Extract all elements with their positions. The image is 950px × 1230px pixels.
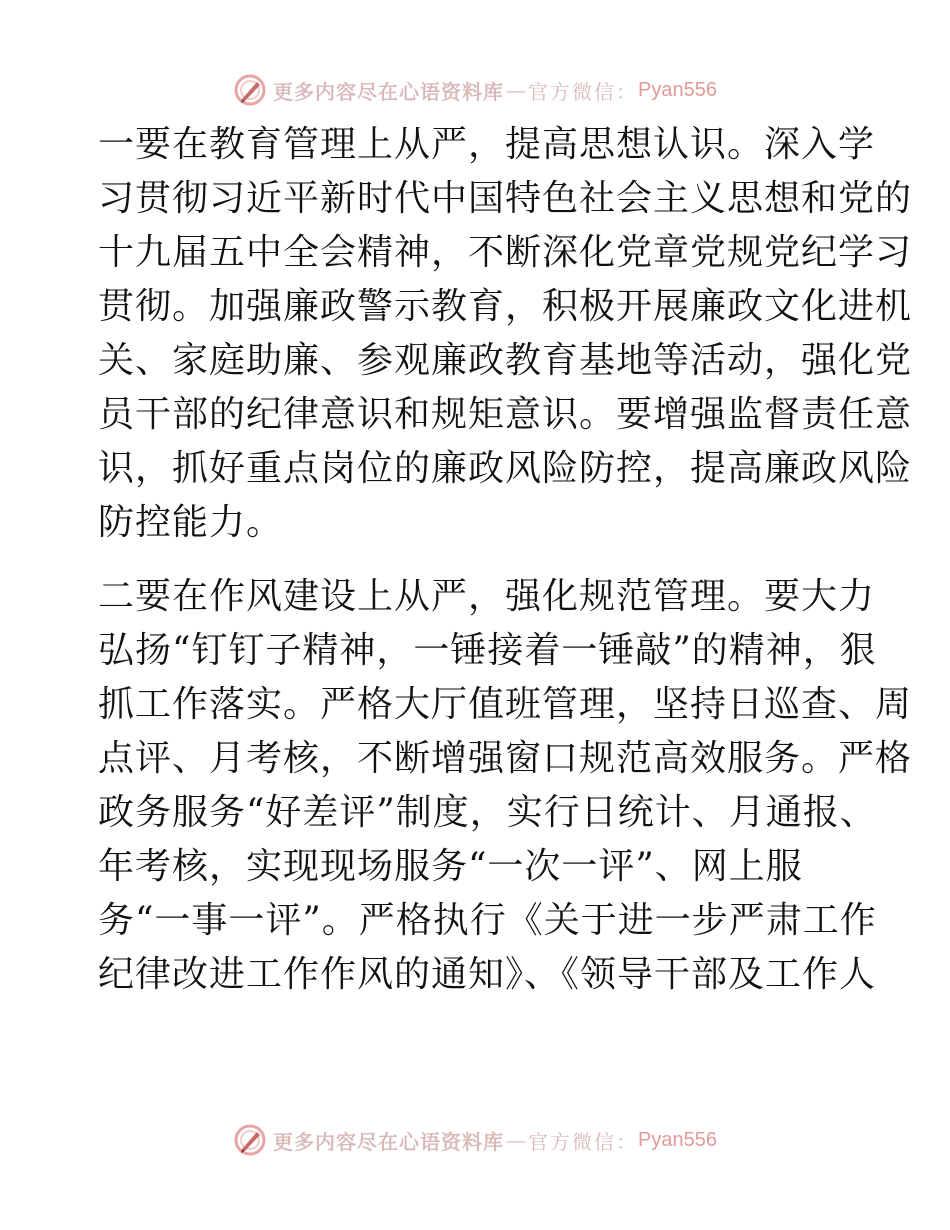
paragraph-1 [98, 118, 913, 550]
document-body [98, 118, 913, 1002]
text-line: 习贯彻习近平新时代中国特色社会主义思想和党的 [98, 178, 913, 219]
watermark-separator: — [506, 78, 527, 102]
watermark-label: 官方微信： [528, 1129, 639, 1154]
text-line: 务“一事一评”。严格执行《关于进一步严肃工作 [98, 900, 877, 941]
text-line: 年考核，实现现场服务“一次一评”、网上服 [98, 846, 803, 887]
quill-logo-icon [233, 1123, 267, 1157]
text-line: 关、家庭助廉、参观廉政教育基地等活动，强化党 [98, 340, 913, 381]
text-line: 二要在作风建设上从严，强化规范管理。要大力 [98, 576, 876, 617]
text-line: 弘扬“钉钉子精神，一锤接着一锤敲”的精神，狠 [98, 630, 877, 671]
watermark-label: 官方微信： [528, 79, 639, 104]
text-line: 点评、月考核，不断增强窗口规范高效服务。严格 [98, 738, 913, 779]
watermark-banner-top [0, 70, 950, 110]
text-line: 员干部的纪律意识和规矩意识。要增强监督责任意 [98, 394, 913, 435]
watermark-wechat-id: Pyan556 [638, 1128, 717, 1151]
text-line: 纪律改进工作作风的通知》、《领导干部及工作人 [98, 954, 877, 995]
text-line: 贯彻。加强廉政警示教育，积极开展廉政文化进机 [98, 286, 913, 327]
text-line: 一要在教育管理上从严，提高思想认识。深入学 [98, 124, 876, 165]
text-line: 十九届五中全会精神，不断深化党章党规党纪学习 [98, 232, 913, 273]
text-line: 防控能力。 [98, 502, 284, 543]
watermark-separator: — [506, 1128, 527, 1152]
watermark-main-text: 更多内容尽在心语资料库 [273, 79, 505, 104]
text-line: 抓工作落实。严格大厅值班管理，坚持日巡查、周 [98, 684, 913, 725]
text-line: 政务服务“好差评”制度，实行日统计、月通报、 [98, 792, 877, 833]
paragraph-2 [98, 570, 913, 1002]
watermark-main-text: 更多内容尽在心语资料库 [273, 1129, 505, 1154]
text-line: 识，抓好重点岗位的廉政风险防控，提高廉政风险 [98, 448, 913, 489]
watermark-wechat-id: Pyan556 [638, 78, 717, 101]
watermark-banner-bottom [0, 1120, 950, 1160]
quill-logo-icon [233, 73, 267, 107]
